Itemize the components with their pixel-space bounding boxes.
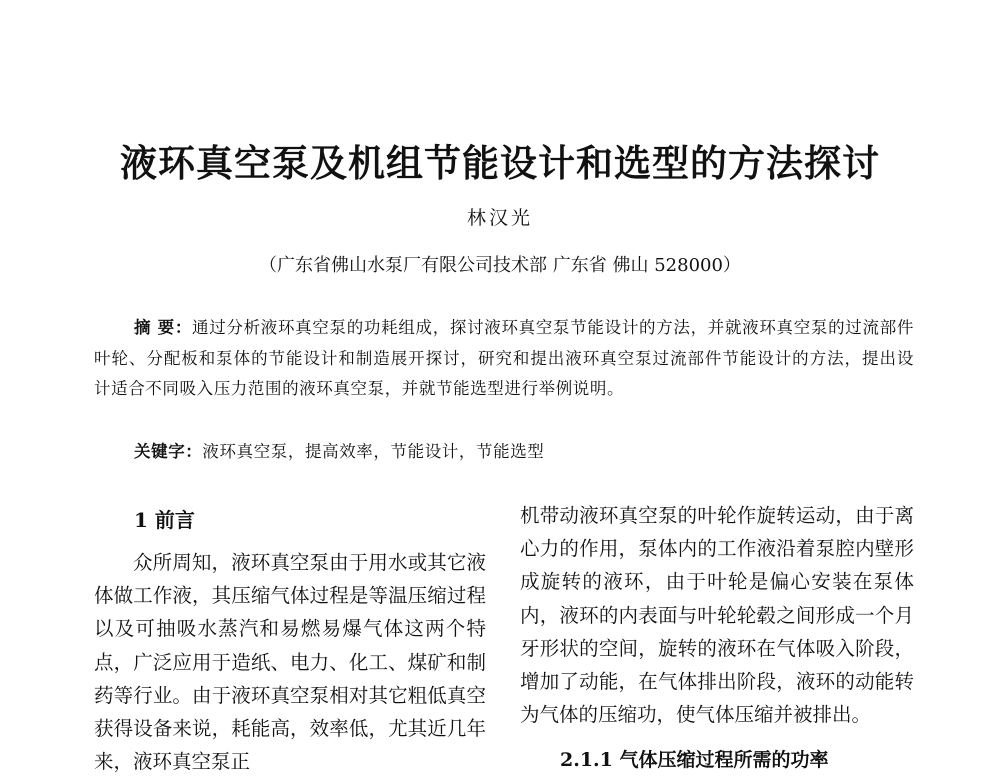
abstract-label: 摘 要： <box>134 318 193 337</box>
abstract-text: 通过分析液环真空泵的功耗组成，探讨液环真空泵节能设计的方法，并就液环真空泵的过流部件叶轮、分配板和泵体的节能设计和制造展开探讨，研究和提出液环真空泵过流部件节能设计的方法，提出设计适合不同吸入压力范围的液环真空泵，并就节能选型进行举例说明。 <box>94 318 914 398</box>
keywords <box>94 437 914 467</box>
body-text-right-column: 机带动液环真空泵的叶轮作旋转运动，由于离心力的作用，泵体内的工作液沿着泵腔内壁形成旋转的液环，由于叶轮是偏心安装在泵体内，液环的内表面与叶轮轮毂之间形成一个月牙形状的空间，旋转的液环在气体吸入阶段，增加了动能，在气体排出阶段，液环的动能转为气体的压缩功，使气体压缩并被排出。 <box>520 504 914 727</box>
keywords-label: 关键字： <box>134 442 203 461</box>
subsection-heading: 2.1.1 气体压缩过程所需的功率 <box>560 749 829 771</box>
author-affiliation: （广东省佛山水泵厂有限公司技术部 广东省 佛山 528000） <box>259 255 741 276</box>
author-name: 林汉光 <box>466 207 533 229</box>
keywords-text: 液环真空泵，提高效率，节能设计，节能选型 <box>202 442 545 461</box>
paper-title: 液环真空泵及机组节能设计和选型的方法探讨 <box>120 141 880 185</box>
section-heading-introduction: 1 前言 <box>134 508 195 532</box>
body-text-left-column: 众所周知，液环真空泵由于用水或其它液体做工作液，其压缩气体过程是等温压缩过程以及可抽吸水蒸汽和易燃易爆气体这两个特点，广泛应用于造纸、电力、化工、煤矿和制药等行业。由于液环真空泵相对其它粗低真空获得设备来说，耗能高，效率低，尤其近几年来，液环真空泵正 <box>94 551 486 774</box>
abstract <box>94 313 914 405</box>
